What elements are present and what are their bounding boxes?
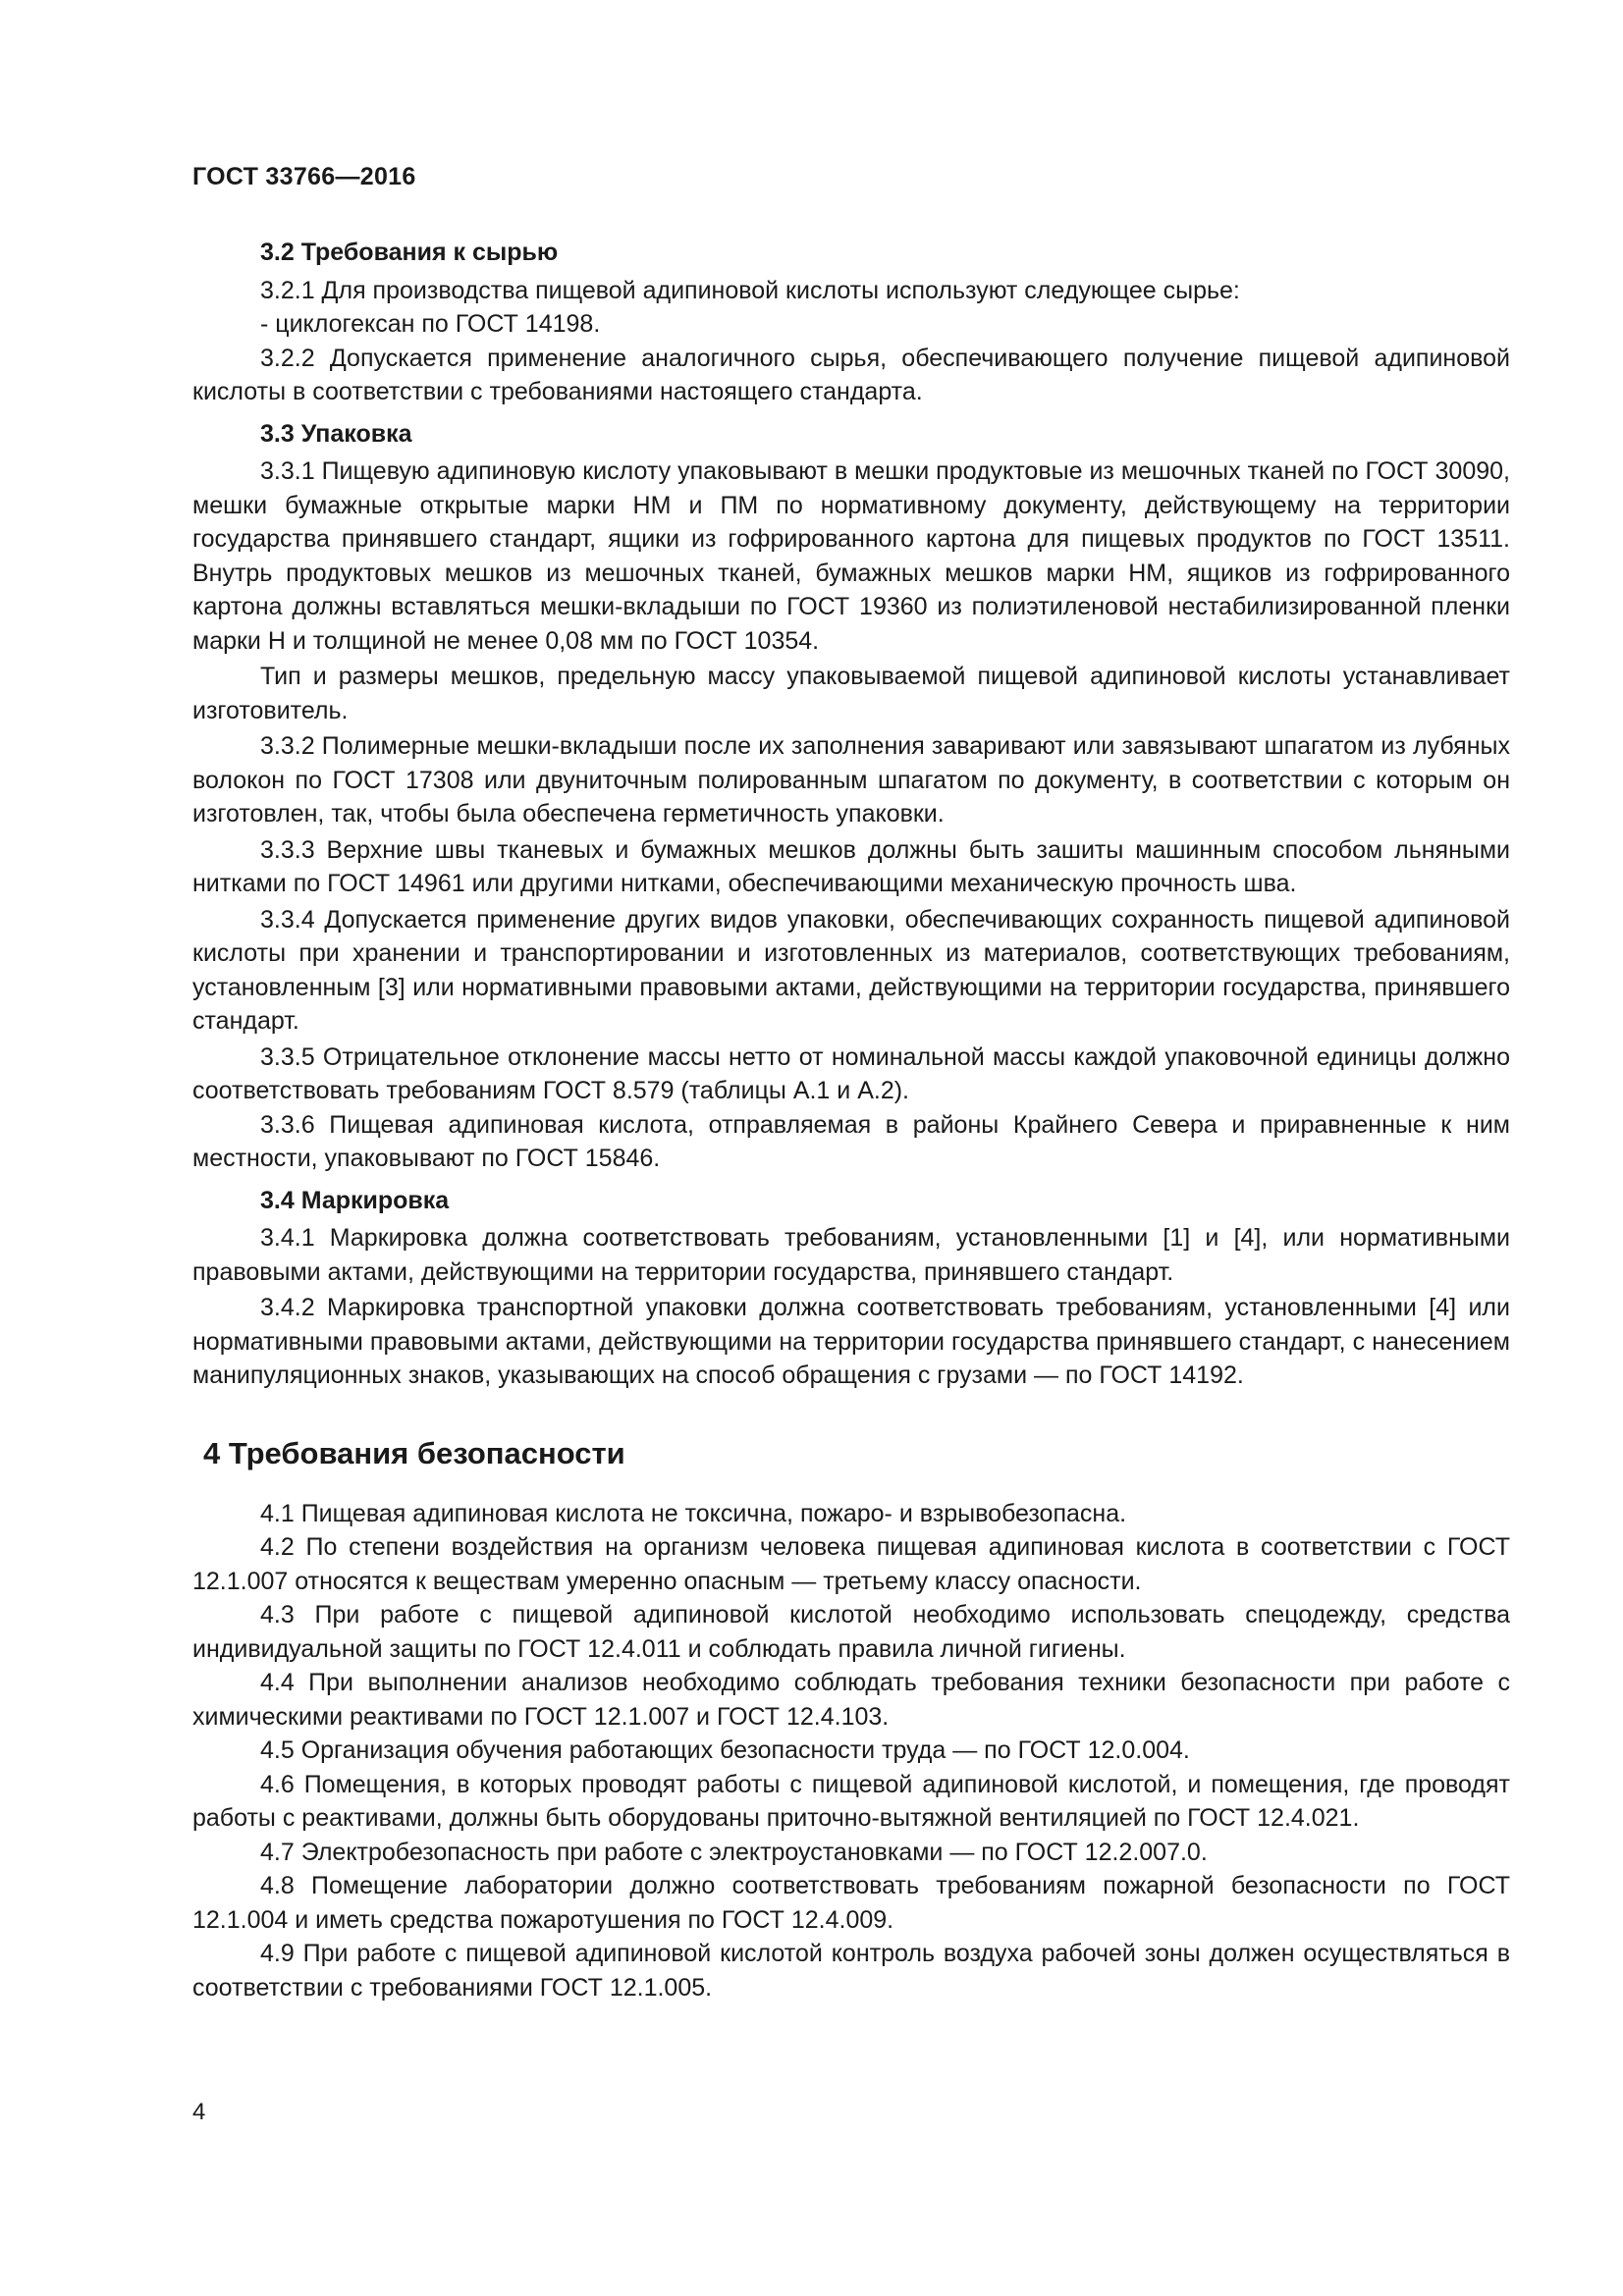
page-number: 4 (192, 2099, 206, 2125)
paragraph-4-5: 4.5 Организация обучения работающих безопасности труда — по ГОСТ 12.0.004. (260, 1736, 1190, 1764)
paragraph-4-7: 4.7 Электробезопасность при работе с электроустановками — по ГОСТ 12.2.007.0. (260, 1838, 1208, 1866)
document-body (192, 228, 1510, 2004)
paragraph-3-2-2: 3.2.2 Допускается применение аналогичного сырья, обеспечивающего получение пищевой адипиновой кислоты в соответствии с требованиями настоящего стандарта. (192, 344, 1510, 405)
section-3-3-title: 3.3 Упаковка (260, 419, 412, 448)
paragraph-3-3-1: 3.3.1 Пищевую адипиновую кислоту упаковывают в мешки продуктовые из мешочных тканей по ГОСТ 30090, мешки бумажные открытые марки НМ и ПМ по нормативному документу, действующему на территории государства принявшего стандарт, ящики из гофрированного картона для пищевых продуктов по ГОСТ 13511. Внутрь продуктовых мешков из мешочных тканей, бумажных мешков марки НМ, ящиков из гофрированного картона должны вставляться мешки-вкладыши по ГОСТ 19360 из полиэтиленовой нестабилизированной пленки марки Н и толщиной не менее 0,08 мм по ГОСТ 10354. (192, 457, 1510, 655)
paragraph-4-6: 4.6 Помещения, в которых проводят работы с пищевой адипиновой кислотой, и помещения, где проводят работы с реактивами, должны быть оборудованы приточно-вытяжной вентиляцией по ГОСТ 12.4.021. (192, 1770, 1510, 1832)
paragraph-4-2: 4.2 По степени воздействия на организм человека пищевая адипиновая кислота в соответствии с ГОСТ 12.1.007 относятся к веществам умеренно опасным — третьему классу опасности. (192, 1533, 1510, 1595)
section-4-title: 4 Требования безопасности (203, 1435, 625, 1470)
paragraph-3-3-3: 3.3.3 Верхние швы тканевых и бумажных мешков должны быть зашиты машинным способом льняными нитками по ГОСТ 14961 или другими нитками, обеспечивающими механическую прочность шва. (192, 835, 1510, 897)
document-code: ГОСТ 33766—2016 (192, 163, 416, 190)
paragraph-3-4-2: 3.4.2 Маркировка транспортной упаковки должна соответствовать требованиям, установленными [4] или нормативными правовыми актами, действующими на территории государства принявшего стандарт, с нанесением манипуляционных знаков, указывающих на способ обращения с грузами — по ГОСТ 14192. (192, 1294, 1510, 1389)
paragraph-4-4: 4.4 При выполнении анализов необходимо соблюдать требования техники безопасности при работе с химическими реактивами по ГОСТ 12.1.007 и ГОСТ 12.4.103. (192, 1669, 1510, 1731)
section-3-2-title: 3.2 Требования к сырью (260, 239, 559, 266)
paragraph-3-2-1: 3.2.1 Для производства пищевой адипиновой кислоты используют следующее сырье: (260, 276, 1240, 304)
paragraph-3-3-6: 3.3.6 Пищевая адипиновая кислота, отправляемая в районы Крайнего Севера и приравненные к ним местности, упаковывают по ГОСТ 15846. (192, 1110, 1510, 1172)
paragraph-3-3-4: 3.3.4 Допускается применение других видов упаковки, обеспечивающих сохранность пищевой адипиновой кислоты при хранении и транспортировании и изготовленных из материалов, соответствующих требованиям, установленным [3] или нормативными правовыми актами, действующими на территории государства, принявшего стандарт. (192, 905, 1510, 1035)
section-3-4-title: 3.4 Маркировка (260, 1186, 450, 1214)
paragraph-3-4-1: 3.4.1 Маркировка должна соответствовать требованиям, установленными [1] и [4], или нормативными правовыми актами, действующими на территории государства, принявшего стандарт. (192, 1224, 1510, 1286)
paragraph-3-3-2: 3.3.2 Полимерные мешки-вкладыши после их заполнения заваривают или завязывают шпагатом из лубяных волокон по ГОСТ 17308 или двуниточным полированным шпагатом по документу, в соответствии с которым он изготовлен, так, чтобы была обеспечена герметичность упаковки. (192, 732, 1510, 828)
list-item: - циклогексан по ГОСТ 14198. (260, 310, 601, 338)
paragraph-3-3-5: 3.3.5 Отрицательное отклонение массы нетто от номинальной массы каждой упаковочной единицы должно соответствовать требованиям ГОСТ 8.579 (таблицы А.1 и А.2). (192, 1042, 1510, 1104)
paragraph-3-3-1-note: Тип и размеры мешков, предельную массу упаковываемой пищевой адипиновой кислоты устанавливает изготовитель. (192, 663, 1510, 724)
paragraph-4-9: 4.9 При работе с пищевой адипиновой кислотой контроль воздуха рабочей зоны должен осуществляться в соответствии с требованиями ГОСТ 12.1.005. (192, 1940, 1510, 2002)
paragraph-4-8: 4.8 Помещение лаборатории должно соответствовать требованиям пожарной безопасности по ГОСТ 12.1.004 и иметь средства пожаротушения по ГОСТ 12.4.009. (192, 1872, 1510, 1934)
paragraph-4-1: 4.1 Пищевая адипиновая кислота не токсична, пожаро- и взрывобезопасна. (260, 1499, 1127, 1527)
paragraph-4-3: 4.3 При работе с пищевой адипиновой кислотой необходимо использовать спецодежду, средства индивидуальной защиты по ГОСТ 12.4.011 и соблюдать правила личной гигиены. (192, 1601, 1510, 1663)
